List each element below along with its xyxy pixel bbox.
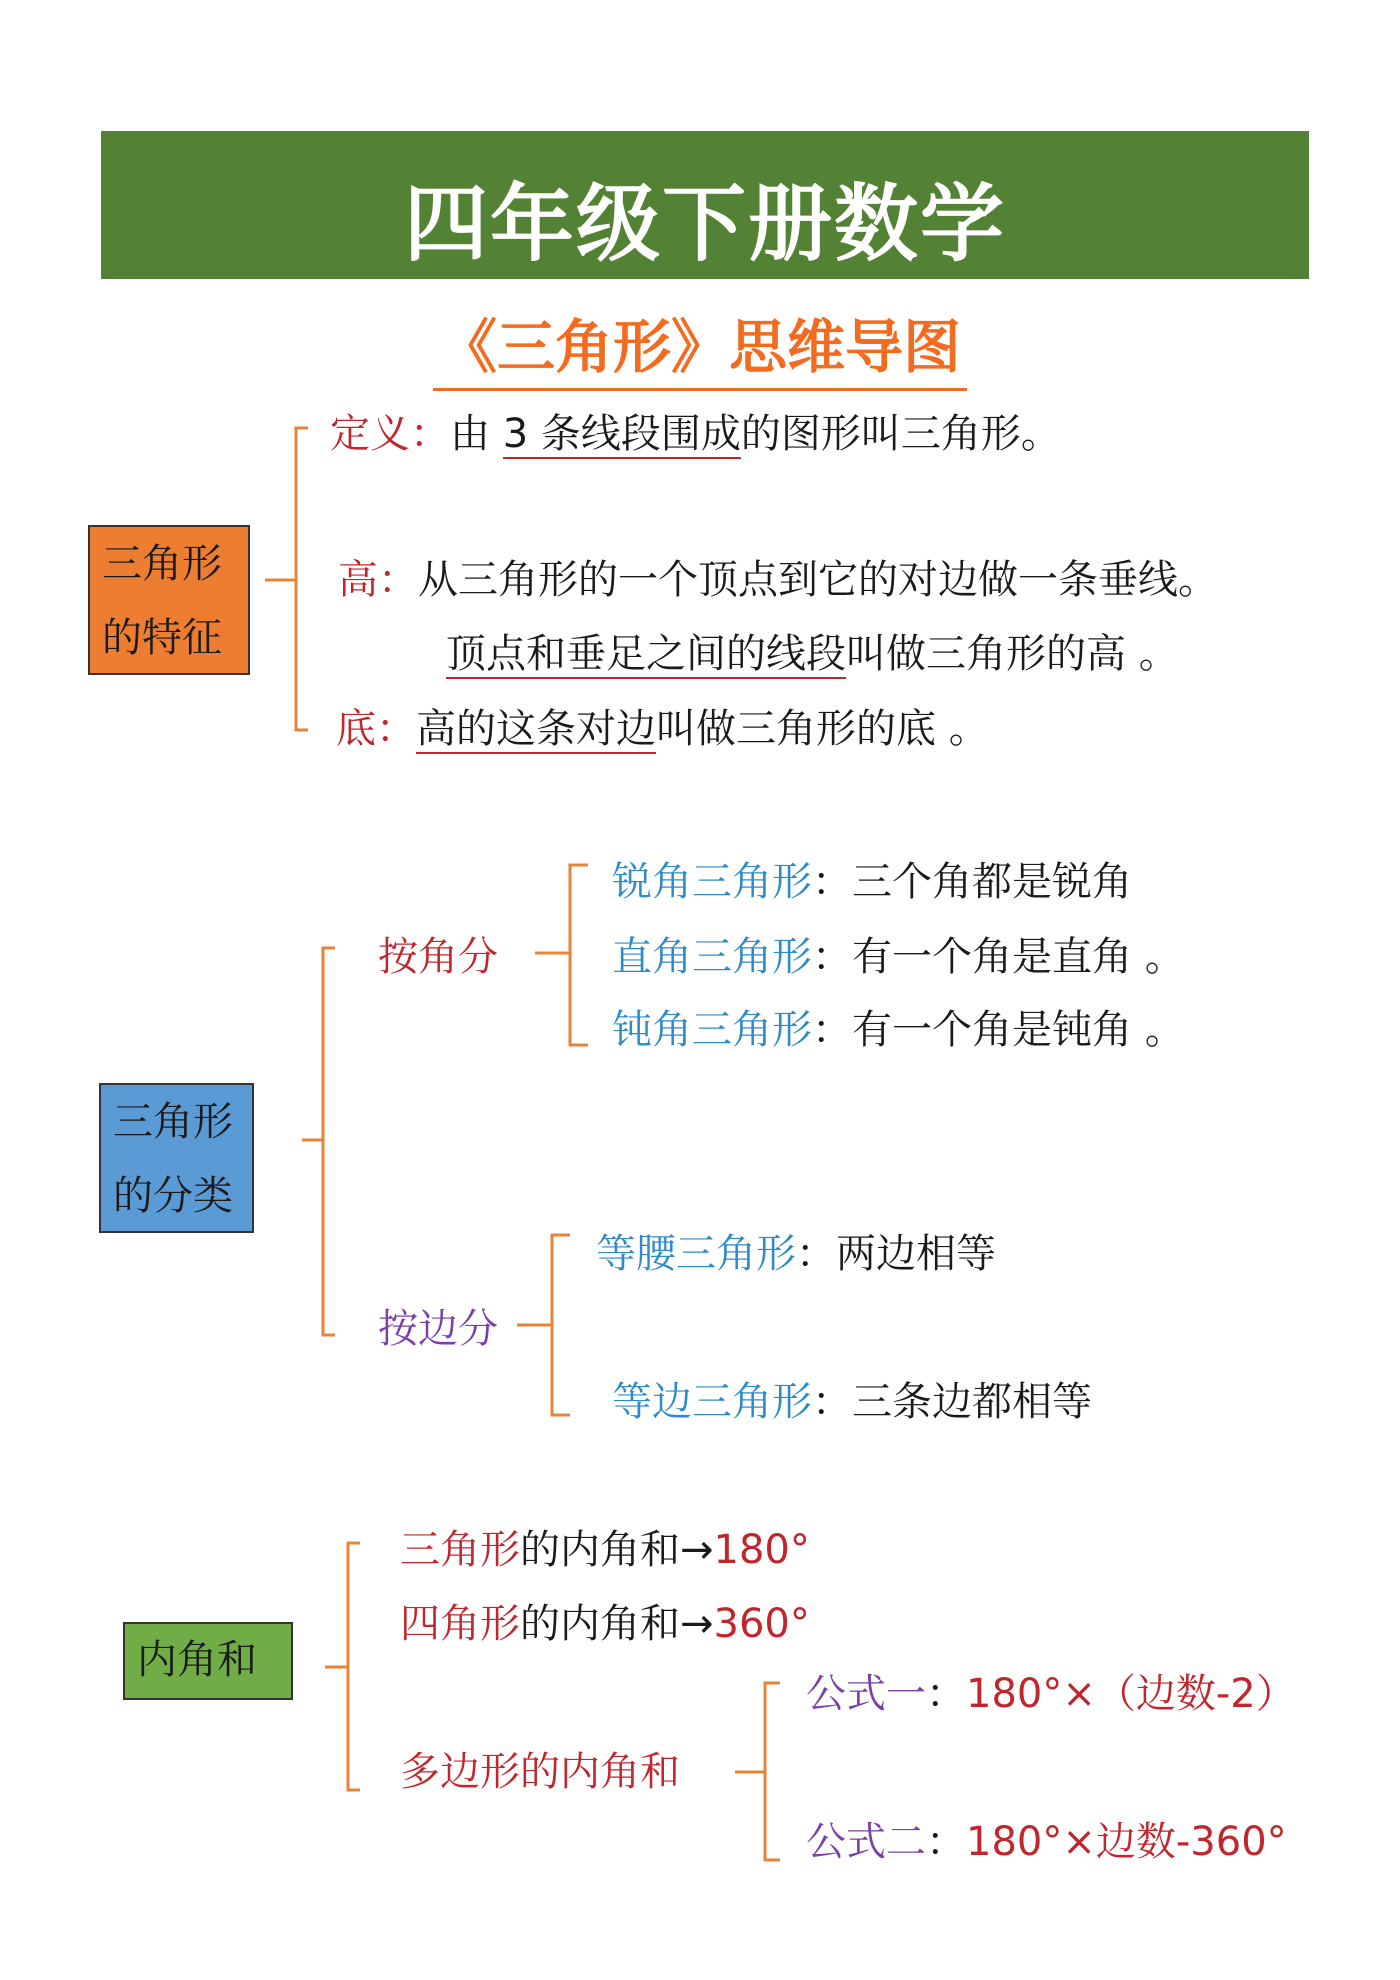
equilateral-triangle-name: 等边三角形 (612, 1379, 812, 1425)
quadrilateral-shape: 四角形 (400, 1601, 520, 1647)
equilateral-triangle-desc: 三条边都相等 (852, 1379, 1092, 1425)
formula-2-colon: ： (926, 1819, 966, 1865)
formula-2-expr: 180°×边数-360° (966, 1819, 1287, 1865)
angle-sum-bracket (348, 1543, 360, 1790)
by-side-bracket (552, 1235, 570, 1415)
height-label: 高 (338, 557, 378, 603)
formula-2-label: 公式二 (806, 1819, 926, 1865)
quadrilateral-sum-value: 360° (713, 1601, 810, 1647)
right-triangle-desc: 有一个角是直角 。 (852, 934, 1185, 980)
colon: ： (812, 1007, 852, 1053)
quadrilateral-sum-row (400, 1592, 810, 1649)
obtuse-triangle-name: 钝角三角形 (612, 1007, 812, 1053)
triangle-sum-text: 的内角和→ (520, 1527, 714, 1573)
definition-label: 定义 (330, 411, 410, 457)
by-angle-item-1 (612, 850, 1132, 907)
by-angle-item-3 (612, 998, 1185, 1055)
classification-box (99, 1083, 254, 1233)
angle-sum-box (123, 1622, 293, 1700)
base-underlined: 高的这条对边 (416, 706, 656, 752)
definition-colon: ： (410, 411, 450, 457)
by-side-item-2 (612, 1370, 1092, 1427)
isosceles-triangle-desc: 两边相等 (836, 1231, 996, 1277)
quadrilateral-sum-text: 的内角和→ (520, 1601, 714, 1647)
formula-1-label: 公式一 (806, 1671, 926, 1717)
triangle-shape: 三角形 (400, 1527, 520, 1573)
by-angle-bracket (570, 865, 588, 1045)
formula-1-colon: ： (926, 1671, 966, 1717)
triangle-sum-row (400, 1518, 810, 1575)
definition-rest: 的图形叫三角形。 (740, 411, 1061, 457)
by-side-item-1 (596, 1222, 996, 1279)
features-bracket (296, 428, 308, 730)
by-angle-item-2 (612, 925, 1185, 982)
polygon-sum-label: 多边形的内角和 (400, 1749, 680, 1795)
colon: ： (796, 1231, 836, 1277)
colon: ： (812, 934, 852, 980)
base-row (336, 697, 989, 754)
base-rest: 叫做三角形的底 。 (656, 706, 989, 752)
page-title: 四年级下册数学 (403, 175, 1006, 273)
acute-triangle-desc: 三个角都是锐角 (852, 859, 1132, 905)
formula-1-expr: 180°×（边数-2） (966, 1671, 1296, 1717)
subtitle-text: 《三角形》思维导图 (433, 300, 967, 391)
by-side-label: 按边分 (378, 1306, 498, 1352)
base-label: 底 (336, 706, 376, 752)
classification-box-line1: 三角形 (113, 1099, 233, 1145)
height-line2-underlined: 顶点和垂足之间的线段 (446, 631, 846, 677)
by-angle-label: 按角分 (378, 934, 498, 980)
definition-row (330, 402, 1061, 459)
formula-bracket (765, 1683, 780, 1860)
classification-box-line2: 的分类 (113, 1173, 233, 1219)
features-box-line2: 的特征 (102, 615, 222, 661)
height-colon: ： (378, 557, 418, 603)
angle-sum-box-text: 内角和 (137, 1637, 257, 1683)
formula-1-row (806, 1662, 1296, 1719)
base-colon: ： (376, 706, 416, 752)
isosceles-triangle-name: 等腰三角形 (596, 1231, 796, 1277)
acute-triangle-name: 锐角三角形 (612, 859, 812, 905)
obtuse-triangle-desc: 有一个角是钝角 。 (852, 1007, 1185, 1053)
triangle-sum-value: 180° (713, 1527, 810, 1573)
height-line1: 从三角形的一个顶点到它的对边做一条垂线。 (418, 557, 1218, 603)
height-row-2 (446, 622, 1179, 679)
colon: ： (812, 859, 852, 905)
definition-underlined: 3 条线段围成 (502, 411, 741, 457)
formula-2-row (806, 1810, 1287, 1867)
features-box (88, 525, 250, 675)
height-line2-rest: 叫做三角形的高 。 (846, 631, 1179, 677)
colon: ： (812, 1379, 852, 1425)
right-triangle-name: 直角三角形 (612, 934, 812, 980)
classification-bracket (323, 948, 335, 1335)
height-row (338, 548, 1218, 605)
definition-lead: 由 (450, 411, 503, 457)
features-box-line1: 三角形 (102, 541, 222, 587)
